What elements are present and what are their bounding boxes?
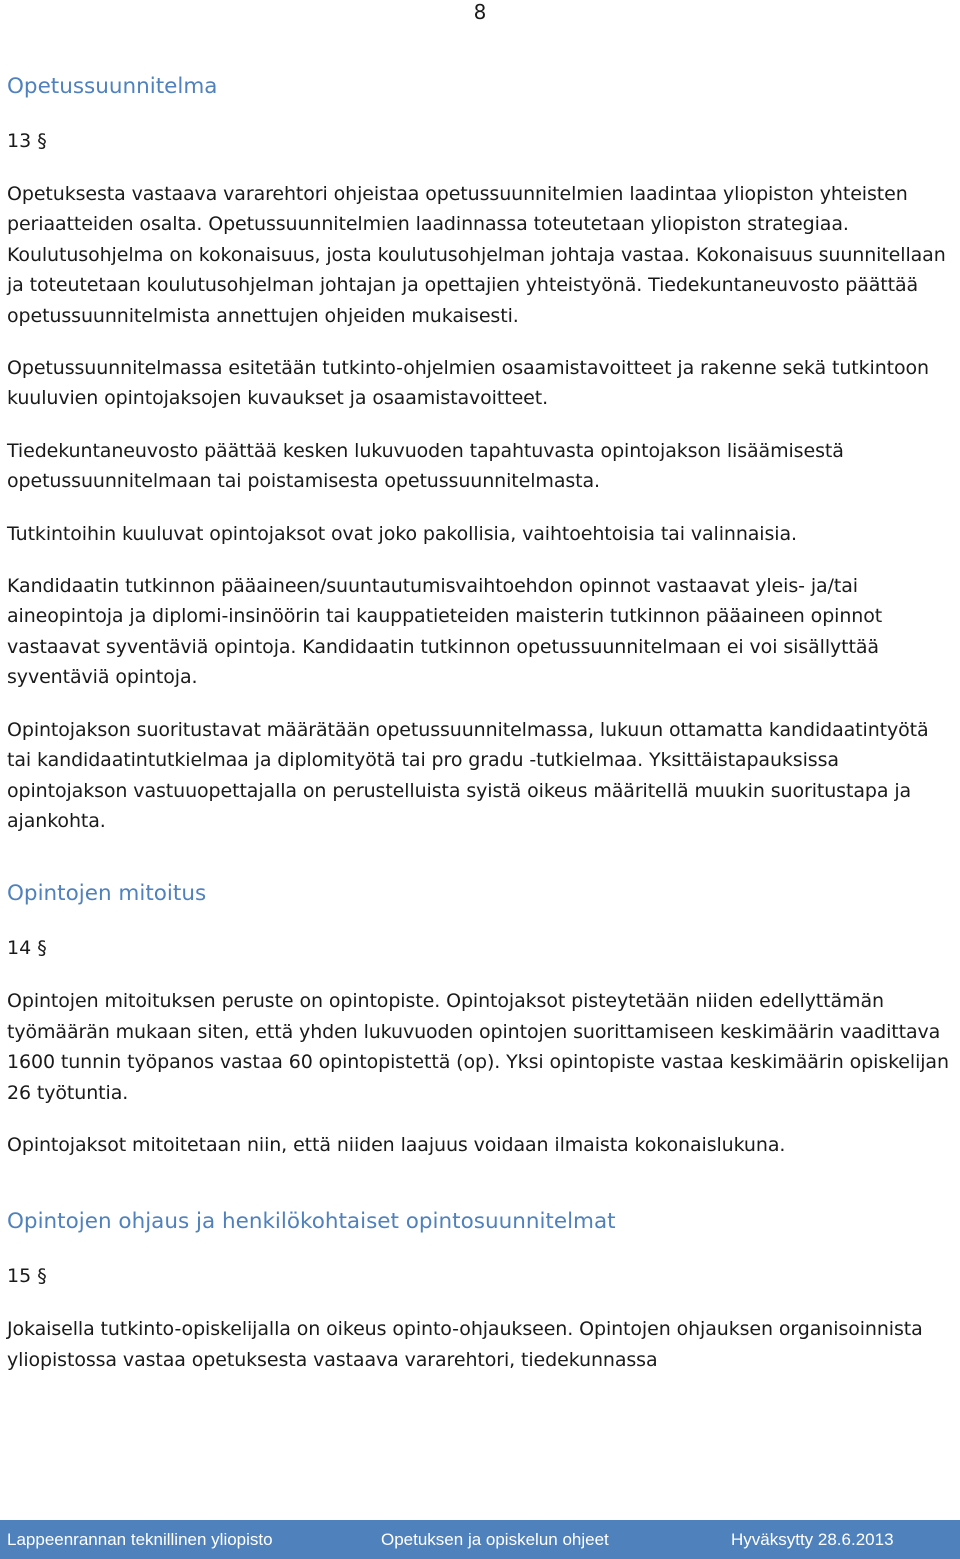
paragraph: Opintojakson suoritustavat määrätään opetussuunnitelmassa, lukuun ottamatta kandidaatintyötä tai kandidaatintutkielmaa ja diplomityötä tai pro gradu -tutkielmaa. Yksittäistapauksissa opintojakson vastuuopettajalla on perustelluista syistä oikeus määritellä muukin suoritustapa ja ajankohta. — [7, 718, 929, 832]
paragraph: Opetussuunnitelmassa esitetään tutkinto-ohjelmien osaamistavoitteet ja rakenne sekä tutkintoon kuuluvien opintojaksojen kuvaukset ja osaamistavoitteet. — [7, 357, 929, 410]
paragraph: Tutkintoihin kuuluvat opintojaksot ovat joko pakollisia, vaihtoehtoisia tai valinnaisia. — [7, 522, 797, 545]
section-number-13: 13 § — [7, 126, 955, 156]
footer-approval-date: Hyväksytty 28.6.2013 — [731, 1530, 894, 1549]
footer-university: Lappeenrannan teknillinen yliopisto — [7, 1530, 273, 1549]
paragraph: Jokaisella tutkinto-opiskelijalla on oikeus opinto-ohjaukseen. Opintojen ohjauksen organisoinnista yliopistossa vastaa opetuksesta vastaava vararehtori, tiedekunnassa — [7, 1318, 923, 1371]
section-number-15: 15 § — [7, 1261, 955, 1291]
paragraph: Tiedekuntaneuvosto päättää kesken lukuvuoden tapahtuvasta opintojakson lisäämisestä opetussuunnitelmaan tai poistamisesta opetussuunnitelmasta. — [7, 439, 844, 493]
document-body — [7, 72, 955, 1375]
section-heading-opintojen-ohjaus: Opintojen ohjaus ja henkilökohtaiset opintosuunnitelmat — [7, 1209, 616, 1235]
page-footer — [0, 1520, 960, 1559]
paragraph: Opintojen mitoituksen peruste on opintopiste. Opintojaksot pisteytetään niiden edellyttämän työmäärän mukaan siten, että yhden lukuvuoden opintojen suorittamiseen keskimäärin vaadittava 1600 tunnin työpanos vastaa 60 opintopistettä (op). Yksi opintopiste vastaa keskimäärin opiskelijan 26 työtuntia. — [7, 990, 949, 1104]
paragraph: Kandidaatin tutkinnon pääaineen/suuntautumisvaihtoehdon opinnot vastaavat yleis- ja/tai aineopintoja ja diplomi-insinöörin tai kauppatieteiden maisterin tutkinnon pääaineen opinnot vastaavat syventäviä opintoja. Kandidaatin tutkinnon opetussuunnitelmaan ei voi sisällyttää syventäviä opintoja. — [7, 575, 883, 689]
section-sign: § — [37, 130, 47, 152]
section-heading-opintojen-mitoitus: Opintojen mitoitus — [7, 881, 207, 907]
section-number-14: 14 § — [7, 933, 955, 963]
paragraph: Opintojaksot mitoitetaan niin, että niiden laajuus voidaan ilmaista kokonaislukuna. — [7, 1133, 786, 1156]
section-sign: § — [37, 1265, 47, 1288]
page-number: 8 — [473, 0, 487, 24]
footer-document-title: Opetuksen ja opiskelun ohjeet — [381, 1530, 609, 1549]
section-sign: § — [37, 937, 47, 960]
paragraph: Opetuksesta vastaava vararehtori ohjeistaa opetussuunnitelmien laadintaa yliopiston yhteisten periaatteiden osalta. Opetussuunnitelmien laadinnassa toteutetaan yliopiston strategiaa. Koulutusohjelma on kokonaisuus, josta koulutusohjelman johtaja vastaa. Kokonaisuus suunnitellaan ja toteutetaan koulutusohjelman johtajan ja opettajien yhteistyönä. Tiedekuntaneuvosto päättää opetussuunnitelmista annettujen ohjeiden mukaisesti. — [7, 183, 946, 327]
section-heading-opetussuunnitelma: Opetussuunnitelma — [7, 74, 218, 99]
